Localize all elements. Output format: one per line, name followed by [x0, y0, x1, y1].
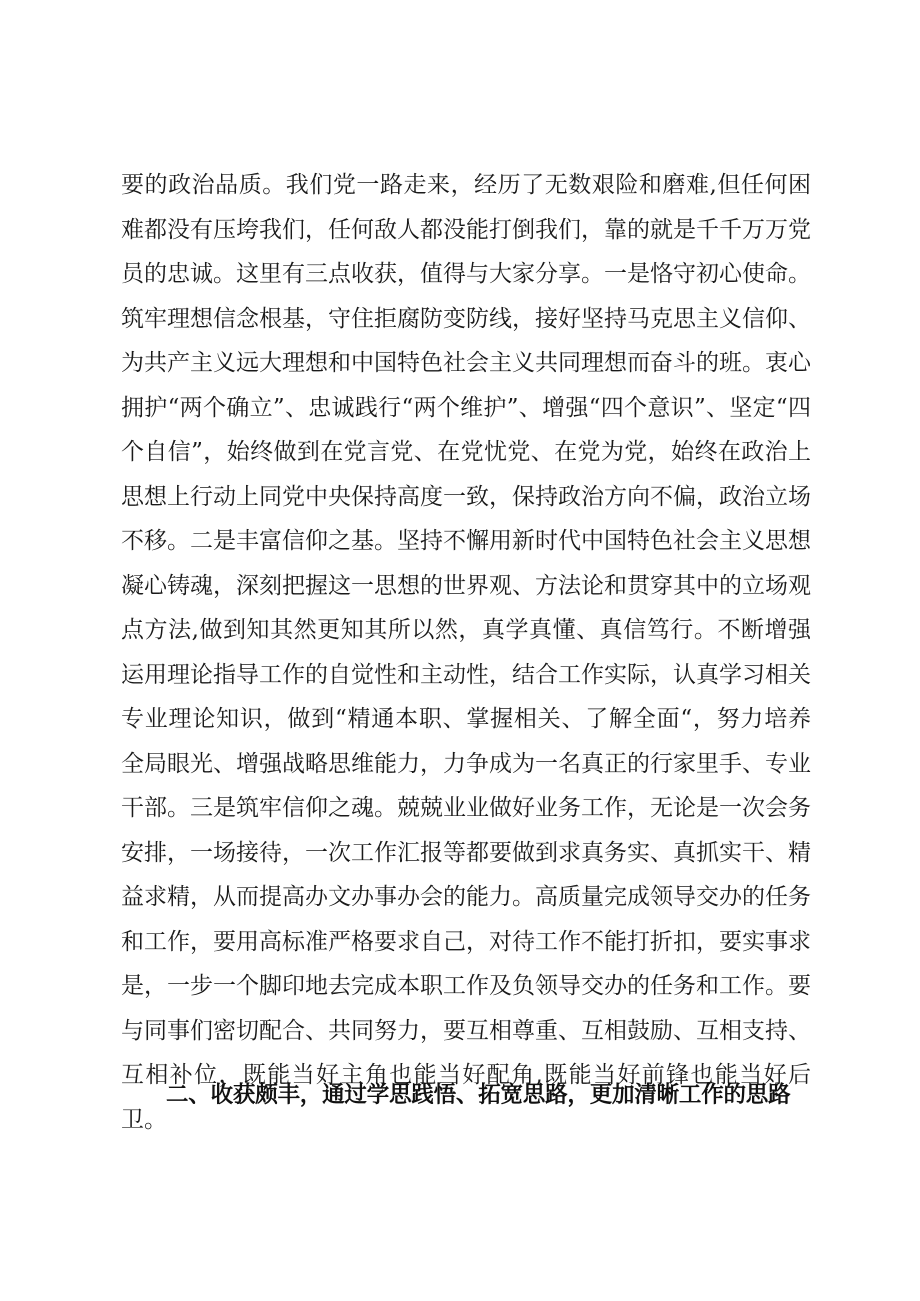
body-paragraph: 要的政治品质。我们党一路走来，经历了无数艰险和磨难,但任何困难都没有压垮我们，任何敌人都没能打倒我们，靠的就是千千万万党员的忠诚。这里有三点收获，值得与大家分享。一是恪守初心使命。筑牢理想信念根基，守住拒腐防变防线，接好坚持马克思主义信仰、为共产主义远大理想和中国特色社会主义共同理想而奋斗的班。衷心拥护“两个确立”、忠诚践行“两个维护”、增强“四个意识”、坚定“四个自信”，始终做到在党言党、在党忧党、在党为党，始终在政治上思想上行动上同党中央保持高度一致，保持政治方向不偏，政治立场不移。二是丰富信仰之基。坚持不懈用新时代中国特色社会主义思想凝心铸魂，深刻把握这一思想的世界观、方法论和贯穿其中的立场观点方法,做到知其然更知其所以然，真学真懂、真信笃行。不断增强运用理论指导工作的自觉性和主动性，结合工作实际，认真学习相关专业理论知识，做到“精通本职、掌握相关、了解全面“，努力培养全局眼光、增强战略思维能力，力争成为一名真正的行家里手、专业干部。三是筑牢信仰之魂。兢兢业业做好业务工作，无论是一次会务安排，一场接待，一次工作汇报等都要做到求真务实、真抓实干、精益求精，从而提高办文办事办会的能力。高质量完成领导交办的任务和工作，要用高标准严格要求自己，对待工作不能打折扣，要实事求是，一步一个脚印地去完成本职工作及负领导交办的任务和工作。要与同事们密切配合、共同努力，要互相尊重、互相鼓励、互相支持、互相补位，既能当好主角也能当好配角,既能当好前锋也能当好后卫。: [121, 172, 811, 1133]
section-heading: 二、收获颇丰，通过学思践悟、拓宽思路，更加清晰工作的思路: [166, 1082, 791, 1108]
